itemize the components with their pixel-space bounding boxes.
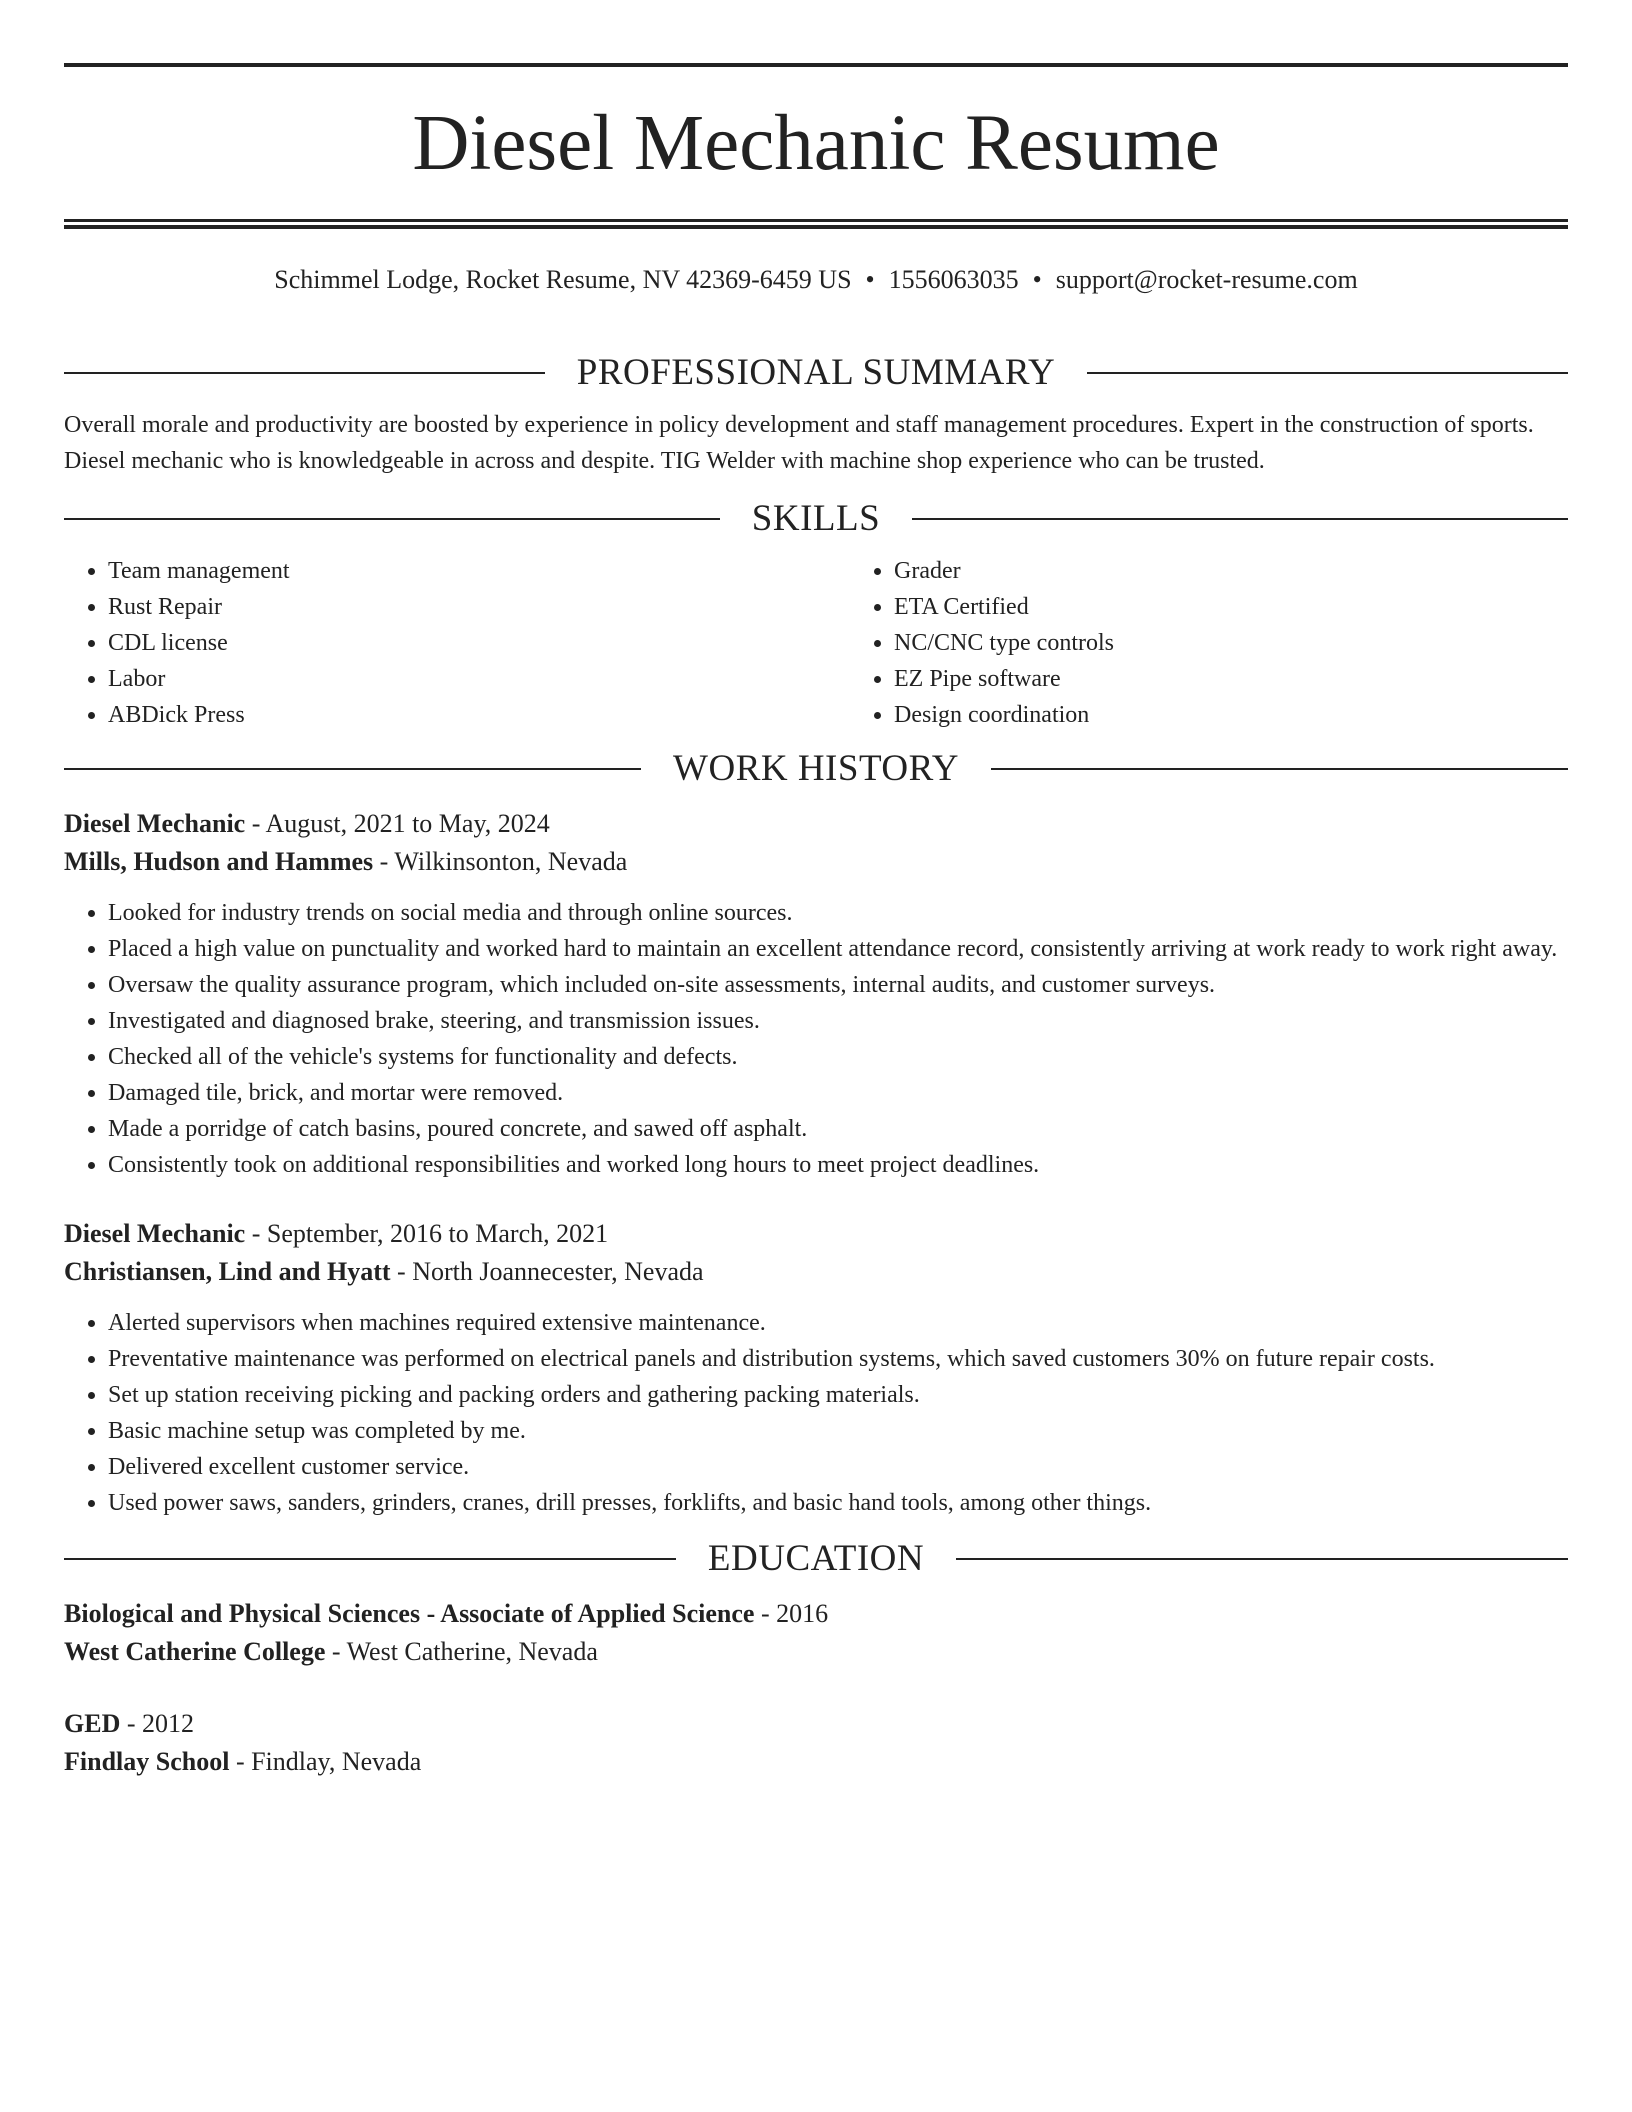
skill-item: • ABDick Press: [108, 697, 850, 733]
education-year: - 2012: [120, 1709, 195, 1738]
job-bullet: • Delivered excellent customer service.: [108, 1449, 1568, 1485]
work-heading: [64, 747, 1568, 791]
education-entry: [64, 1595, 1568, 1671]
heading-rule: [64, 1558, 676, 1560]
heading-rule: [991, 768, 1568, 770]
job-bullet: • Used power saws, sanders, grinders, cranes, drill presses, forklifts, and basic hand tools, among other things.: [108, 1485, 1568, 1521]
resume-title: Diesel Mechanic Resume: [412, 100, 1220, 187]
skill-item: • Labor: [108, 661, 850, 697]
skills-column-right: [850, 553, 1114, 733]
job-bullet: • Basic machine setup was completed by me.: [108, 1413, 1568, 1449]
heading-rule: [64, 518, 720, 520]
contact-email: support@rocket-resume.com: [1055, 265, 1358, 294]
title-double-rule: [64, 219, 1568, 229]
heading-rule: [956, 1558, 1568, 1560]
job-bullet: • Alerted supervisors when machines required extensive maintenance.: [108, 1305, 1568, 1341]
job-title: Diesel Mechanic: [64, 809, 246, 838]
job-bullet: • Checked all of the vehicle's systems for functionality and defects.: [108, 1039, 1568, 1075]
skill-item: • Rust Repair: [108, 589, 850, 625]
education-degree-line: [64, 1705, 1568, 1743]
job-company: Christiansen, Lind and Hyatt: [64, 1257, 391, 1286]
education-location: - West Catherine, Nevada: [325, 1637, 598, 1666]
job-bullet: • Set up station receiving picking and packing orders and gathering packing materials.: [108, 1377, 1568, 1413]
heading-rule: [1087, 372, 1568, 374]
job-bullet: • Looked for industry trends on social media and through online sources.: [108, 895, 1568, 931]
job-bullet: • Preventative maintenance was performed on electrical panels and distribution systems, which saved customers 30% on future repair costs.: [108, 1341, 1568, 1377]
heading-rule: [64, 768, 641, 770]
skill-item: • NC/CNC type controls: [894, 625, 1114, 661]
job-bullet: • Investigated and diagnosed brake, steering, and transmission issues.: [108, 1003, 1568, 1039]
education-heading-label: EDUCATION: [707, 1538, 925, 1579]
job-bullet: • Consistently took on additional responsibilities and worked long hours to meet project deadlines.: [108, 1147, 1568, 1183]
education-school-line: [64, 1743, 1568, 1781]
skills-column-left: [64, 553, 850, 733]
job-bullets: [64, 1305, 1568, 1521]
job-entry: [64, 1215, 1568, 1521]
job-company: Mills, Hudson and Hammes: [64, 847, 374, 876]
job-title-line: [64, 1215, 1568, 1253]
job-dates: - September, 2016 to March, 2021: [245, 1219, 609, 1248]
contact-line: [64, 263, 1568, 297]
education-year: - 2016: [754, 1599, 829, 1628]
job-bullet: • Placed a high value on punctuality and worked hard to maintain an excellent attendance record, consistently arriving at work ready to work right away.: [108, 931, 1568, 967]
job-company-line: [64, 843, 1568, 881]
job-bullet: • Made a porridge of catch basins, poured concrete, and sawed off asphalt.: [108, 1111, 1568, 1147]
education-heading: [64, 1537, 1568, 1581]
skill-item: • Design coordination: [894, 697, 1114, 733]
heading-rule: [912, 518, 1568, 520]
contact-separator: •: [1032, 265, 1042, 294]
job-title-line: [64, 805, 1568, 843]
skill-item: • CDL license: [108, 625, 850, 661]
education-degree: Biological and Physical Sciences - Associate of Applied Science: [64, 1599, 755, 1628]
summary-heading: [64, 351, 1568, 395]
job-entry: [64, 805, 1568, 1183]
summary-text: Overall morale and productivity are boosted by experience in policy development and staff management procedures. Expert in the construction of sports. Diesel mechanic who is knowledgeable in across and despite. TIG Welder with machine shop experience who can be trusted.: [64, 412, 1534, 474]
education-school-line: [64, 1633, 1568, 1671]
skill-item: • Grader: [894, 553, 1114, 589]
contact-phone: 1556063035: [888, 265, 1019, 294]
work-heading-label: WORK HISTORY: [673, 748, 959, 789]
education-school: West Catherine College: [64, 1637, 326, 1666]
top-rule: [64, 63, 1568, 67]
contact-separator: •: [865, 265, 875, 294]
education-location: - Findlay, Nevada: [229, 1747, 422, 1776]
skills-list: [64, 553, 1568, 733]
education-degree: GED: [64, 1709, 121, 1738]
job-title: Diesel Mechanic: [64, 1219, 246, 1248]
skill-item: • EZ Pipe software: [894, 661, 1114, 697]
skills-heading: [64, 497, 1568, 541]
skill-item: • Team management: [108, 553, 850, 589]
job-location: - North Joannecester, Nevada: [390, 1257, 704, 1286]
job-company-line: [64, 1253, 1568, 1291]
job-bullets: [64, 895, 1568, 1183]
job-bullet: • Oversaw the quality assurance program, which included on-site assessments, internal audits, and customer surveys.: [108, 967, 1568, 1003]
education-entry: [64, 1705, 1568, 1781]
job-bullet: • Damaged tile, brick, and mortar were removed.: [108, 1075, 1568, 1111]
job-dates: - August, 2021 to May, 2024: [245, 809, 550, 838]
job-location: - Wilkinsonton, Nevada: [373, 847, 628, 876]
heading-rule: [64, 372, 545, 374]
education-degree-line: [64, 1595, 1568, 1633]
skill-item: • ETA Certified: [894, 589, 1114, 625]
contact-address: Schimmel Lodge, Rocket Resume, NV 42369-6459 US: [274, 265, 852, 294]
education-school: Findlay School: [64, 1747, 230, 1776]
summary-heading-label: PROFESSIONAL SUMMARY: [576, 352, 1056, 393]
skills-heading-label: SKILLS: [751, 498, 881, 539]
